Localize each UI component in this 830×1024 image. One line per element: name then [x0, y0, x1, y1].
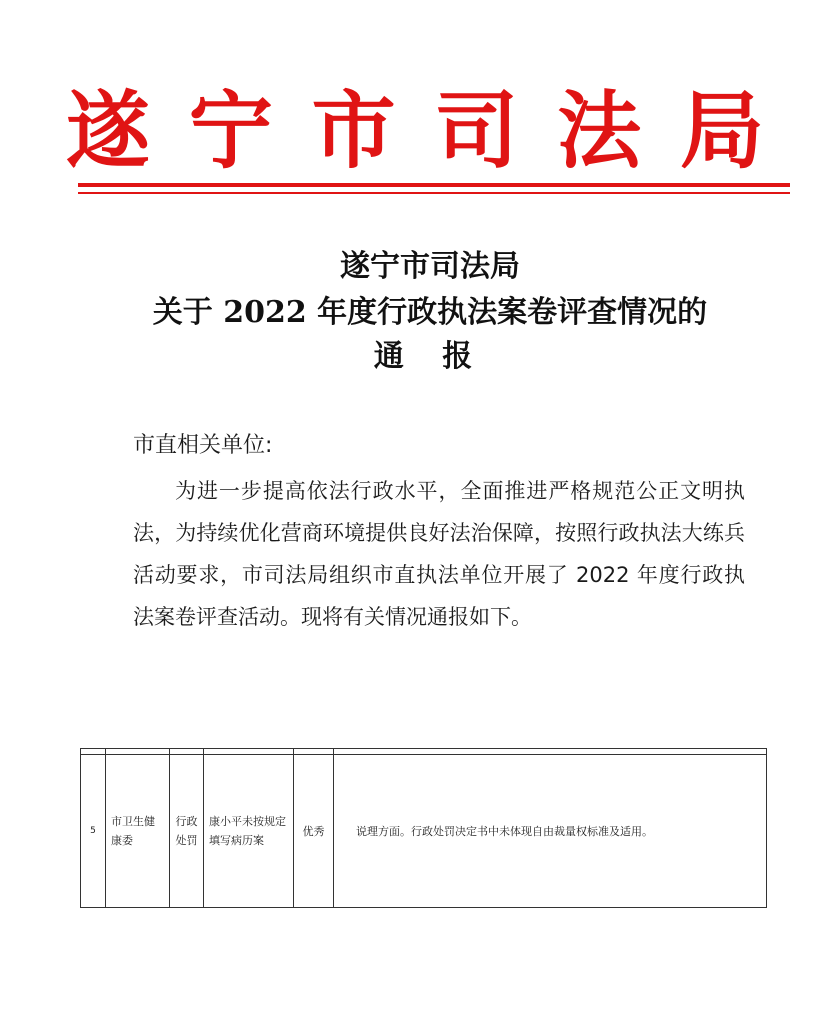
- title-line-3: 通 报: [373, 339, 487, 374]
- letterhead-char: 宁: [188, 80, 273, 180]
- letterhead-char: 遂: [65, 80, 150, 180]
- letterhead: [60, 76, 770, 180]
- salutation: 市直相关单位:: [133, 433, 273, 458]
- cell-grade: 优秀: [294, 755, 334, 908]
- letterhead-char: 局: [679, 80, 764, 180]
- title-line-2: 关于 2022 年度行政执法案卷评查情况的: [152, 295, 708, 330]
- letterhead-rule-thin: [78, 192, 790, 194]
- cell-category: 行政处罚: [170, 755, 204, 908]
- cell-unit: 市卫生健康委: [106, 755, 170, 908]
- results-table: [80, 748, 767, 908]
- table-row: [81, 755, 767, 908]
- cell-detail: 说理方面。行政处罚决定书中未体现自由裁量权标准及适用。: [334, 755, 767, 908]
- letterhead-char: 司: [434, 80, 519, 180]
- title-line-1: 遂宁市司法局: [340, 249, 520, 284]
- cell-number: 5: [81, 755, 106, 908]
- body-paragraph: 为进一步提高依法行政水平，全面推进严格规范公正文明执法，为持续优化营商环境提供良好法治保障，按照行政执法大练兵活动要求，市司法局组织市直执法单位开展了 2022 年度行政执法案卷评查活动。现将有关情况通报如下。: [133, 479, 745, 629]
- letterhead-char: 市: [311, 80, 396, 180]
- letterhead-char: 法: [557, 80, 642, 180]
- cell-case: 康小平未按规定填写病历案: [204, 755, 294, 908]
- letterhead-rule-thick: [78, 183, 790, 187]
